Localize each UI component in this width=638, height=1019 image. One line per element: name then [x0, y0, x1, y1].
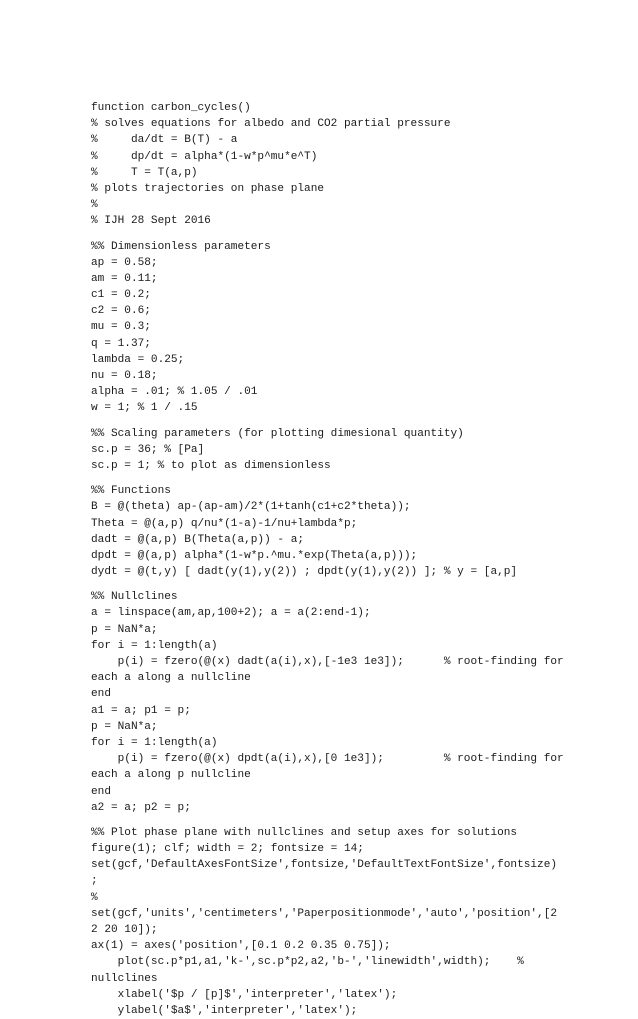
- code-line: a1 = a; p1 = p;: [91, 704, 191, 717]
- code-line: set(gcf,'units','centimeters','Paperpositionmode','auto','position',[2: [91, 907, 558, 920]
- code-line: q = 1.37;: [91, 337, 151, 350]
- code-line: % solves equations for albedo and CO2 partial pressure: [91, 118, 451, 131]
- code-line: dydt = @(t,y) [ dadt(y(1),y(2)) ; dpdt(y(1),y(2)) ]; % y = [a,p]: [91, 566, 518, 579]
- code-line: %: [91, 891, 98, 904]
- code-line: % IJH 28 Sept 2016: [91, 215, 211, 228]
- code-listing: [91, 100, 564, 1019]
- code-line: 2 20 10]);: [91, 924, 158, 936]
- code-line: a = linspace(am,ap,100+2); a = a(2:end-1);: [91, 607, 371, 620]
- code-line: alpha = .01; % 1.05 / .01: [91, 386, 258, 399]
- code-line: xlabel('$p / [p]$','interpreter','latex');: [91, 988, 398, 1001]
- code-line: nu = 0.18;: [91, 370, 158, 382]
- code-line: figure(1); clf; width = 2; fontsize = 14;: [91, 843, 364, 856]
- code-line: sc.p = 36; % [Pa]: [91, 443, 205, 456]
- code-line: end: [91, 688, 111, 701]
- code-line: % plots trajectories on phase plane: [91, 182, 325, 195]
- code-line: % da/dt = B(T) - a: [91, 134, 238, 147]
- code-line: ax(1) = axes('position',[0.1 0.2 0.35 0.75]);: [91, 940, 391, 953]
- code-line: dadt = @(a,p) B(Theta(a,p)) - a;: [91, 533, 305, 546]
- code-line: function carbon_cycles(): [91, 102, 251, 114]
- code-line: [91, 816, 551, 825]
- code-line: mu = 0.3;: [91, 321, 151, 334]
- code-line: each a along a nullcline: [91, 672, 251, 685]
- code-line: c2 = 0.6;: [91, 305, 151, 318]
- code-line: ;: [91, 875, 98, 888]
- code-line: a2 = a; p2 = p;: [91, 801, 191, 814]
- code-line: c1 = 0.2;: [91, 289, 151, 302]
- code-line: ylabel('$a$','interpreter','latex');: [91, 1004, 358, 1017]
- code-line: %% Functions: [91, 485, 171, 498]
- code-line: p(i) = fzero(@(x) dadt(a(i),x),[-1e3 1e3]); % root-finding for: [91, 656, 564, 668]
- code-line: [91, 474, 551, 483]
- code-line: plot(sc.p*p1,a1,'k-',sc.p*p2,a2,'b-','linewidth',width); %: [91, 956, 524, 969]
- code-line: B = @(theta) ap-(ap-am)/2*(1+tanh(c1+c2*theta));: [91, 501, 411, 514]
- code-line: end: [91, 785, 111, 798]
- code-line: % dp/dt = alpha*(1-w*p^mu*e^T): [91, 150, 318, 163]
- code-line: p(i) = fzero(@(x) dpdt(a(i),x),[0 1e3]); % root-finding for: [91, 753, 564, 766]
- code-line: [91, 417, 551, 426]
- code-line: for i = 1:length(a): [91, 736, 218, 749]
- code-line: [91, 230, 551, 239]
- code-line: Theta = @(a,p) q/nu*(1-a)-1/nu+lambda*p;: [91, 517, 358, 530]
- code-line: nullclines: [91, 972, 158, 985]
- code-line: w = 1; % 1 / .15: [91, 402, 198, 415]
- code-line: ap = 0.58;: [91, 256, 158, 269]
- code-line: set(gcf,'DefaultAxesFontSize',fontsize,'DefaultTextFontSize',fontsize): [91, 859, 558, 872]
- code-line: %% Plot phase plane with nullclines and setup axes for solutions: [91, 826, 518, 839]
- code-line: p = NaN*a;: [91, 623, 158, 636]
- code-line: for i = 1:length(a): [91, 639, 218, 652]
- code-line: sc.p = 1; % to plot as dimensionless: [91, 459, 331, 472]
- code-line: lambda = 0.25;: [91, 353, 185, 366]
- code-line: each a along p nullcline: [91, 769, 251, 782]
- code-line: %% Scaling parameters (for plotting dimesional quantity): [91, 427, 464, 440]
- code-line: %% Nullclines: [91, 591, 178, 604]
- code-line: dpdt = @(a,p) alpha*(1-w*p.^mu.*exp(Theta(a,p)));: [91, 549, 418, 562]
- code-line: p = NaN*a;: [91, 720, 158, 733]
- code-line: [91, 580, 551, 589]
- code-line: %: [91, 199, 98, 212]
- code-line: %% Dimensionless parameters: [91, 240, 271, 253]
- code-line: am = 0.11;: [91, 272, 158, 285]
- code-line: % T = T(a,p): [91, 166, 198, 179]
